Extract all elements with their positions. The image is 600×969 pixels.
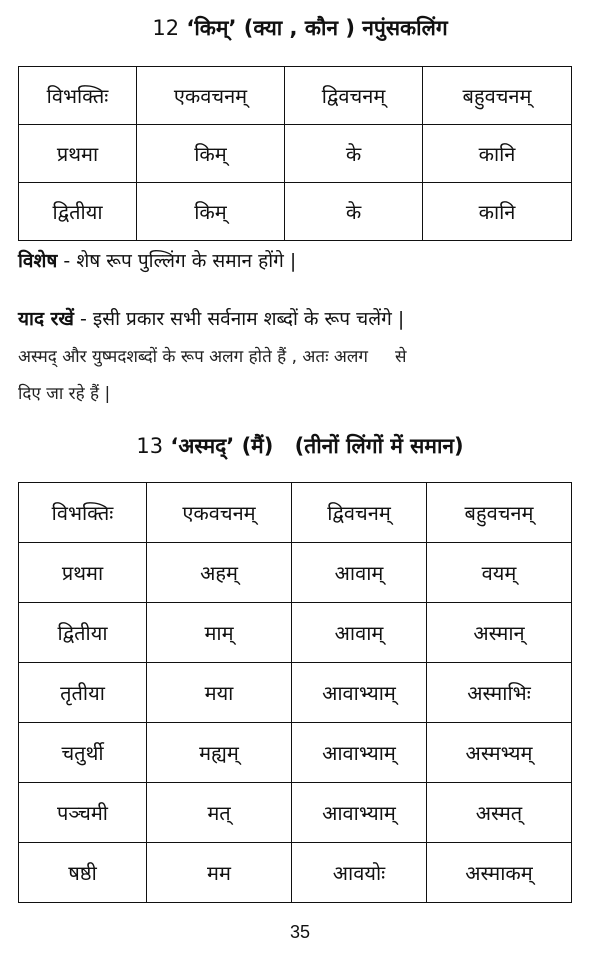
kim-header-cell: द्विवचनम्: [285, 67, 423, 125]
kim-table-cell: कानि: [423, 183, 572, 241]
kim-table-cell: के: [285, 125, 423, 183]
asmad-table-cell: आवाम्: [292, 603, 427, 663]
asmad-header-cell: बहुवचनम्: [427, 483, 572, 543]
asmad-header-cell: विभक्तिः: [19, 483, 147, 543]
asmad-table-cell: मम: [147, 843, 292, 903]
asmad-table-cell: अस्मभ्यम्: [427, 723, 572, 783]
asmad-table-cell: मह्यम्: [147, 723, 292, 783]
kim-table-cell: किम्: [137, 125, 285, 183]
kim-table-row: [19, 183, 572, 241]
asmad-table-row: [19, 783, 572, 843]
kim-table-cell: किम्: [137, 183, 285, 241]
kim-table-cell: कानि: [423, 125, 572, 183]
asmad-header-cell: द्विवचनम्: [292, 483, 427, 543]
kim-table-cell: द्वितीया: [19, 183, 137, 241]
kim-header-cell: बहुवचनम्: [423, 67, 572, 125]
asmad-table-cell: मत्: [147, 783, 292, 843]
asmad-table-cell: अस्माभिः: [427, 663, 572, 723]
yaad-label: याद रखें: [18, 308, 74, 330]
yaad-text: - इसी प्रकार सभी सर्वनाम शब्दों के रूप चलेंगे |: [73, 308, 405, 330]
kim-header-cell: विभक्तिः: [19, 67, 137, 125]
asmad-table-cell: आवाम्: [292, 543, 427, 603]
vishesh-note: [18, 248, 588, 274]
asmad-table-cell: अहम्: [147, 543, 292, 603]
section-13-heading: [0, 432, 600, 460]
asmad-table-cell: वयम्: [427, 543, 572, 603]
asmad-table-cell: अस्माकम्: [427, 843, 572, 903]
asmad-table-row: [19, 543, 572, 603]
asmad-table-row: [19, 603, 572, 663]
kim-table-cell: प्रथमा: [19, 125, 137, 183]
section-13-title: ‘अस्मद्’ (मैं): [170, 434, 274, 458]
asmad-table-row: [19, 663, 572, 723]
kim-header-cell: एकवचनम्: [137, 67, 285, 125]
asmad-table-cell: प्रथमा: [19, 543, 147, 603]
vishesh-label: विशेष: [18, 250, 58, 272]
section-13-number: 13: [136, 434, 164, 458]
kim-declension-table: [18, 66, 572, 241]
asmad-table-cell: मया: [147, 663, 292, 723]
kim-table-body: [19, 67, 572, 241]
kim-header-row: [19, 67, 572, 125]
asmad-table-cell: माम्: [147, 603, 292, 663]
asmad-table-cell: षष्ठी: [19, 843, 147, 903]
asmad-table-cell: अस्मत्: [427, 783, 572, 843]
kim-table-cell: के: [285, 183, 423, 241]
asmad-table-cell: आवाभ्याम्: [292, 663, 427, 723]
kim-table-row: [19, 125, 572, 183]
asmad-table-cell: द्वितीया: [19, 603, 147, 663]
asmad-table-body: [19, 483, 572, 903]
section-12-heading: [0, 14, 600, 42]
asmad-table-cell: पञ्चमी: [19, 783, 147, 843]
asmad-table-row: [19, 843, 572, 903]
asmad-note-line-2: दिए जा रहे हैं |: [18, 384, 111, 404]
asmad-table-cell: आवाभ्याम्: [292, 783, 427, 843]
asmad-table-cell: तृतीया: [19, 663, 147, 723]
section-12-number: 12: [152, 16, 180, 40]
asmad-header-row: [19, 483, 572, 543]
yaad-rakhen-note: [18, 306, 588, 332]
section-13-subtitle: (तीनों लिंगों में समान): [294, 434, 464, 458]
asmad-table-cell: आवयोः: [292, 843, 427, 903]
asmad-table-cell: आवाभ्याम्: [292, 723, 427, 783]
asmad-header-cell: एकवचनम्: [147, 483, 292, 543]
section-12-title: ‘किम्’ (क्या , कौन ) नपुंसकलिंग: [186, 16, 448, 40]
asmad-declension-table: [18, 482, 572, 903]
page-number: 35: [289, 922, 311, 942]
vishesh-text: - शेष रूप पुल्लिंग के समान होंगे |: [57, 250, 297, 272]
asmad-note-line-1: अस्मद् और युष्मदशब्दों के रूप अलग होते हैं , अतः अलग से: [18, 347, 407, 367]
asmad-table-cell: अस्मान्: [427, 603, 572, 663]
asmad-table-row: [19, 723, 572, 783]
asmad-table-cell: चतुर्थी: [19, 723, 147, 783]
